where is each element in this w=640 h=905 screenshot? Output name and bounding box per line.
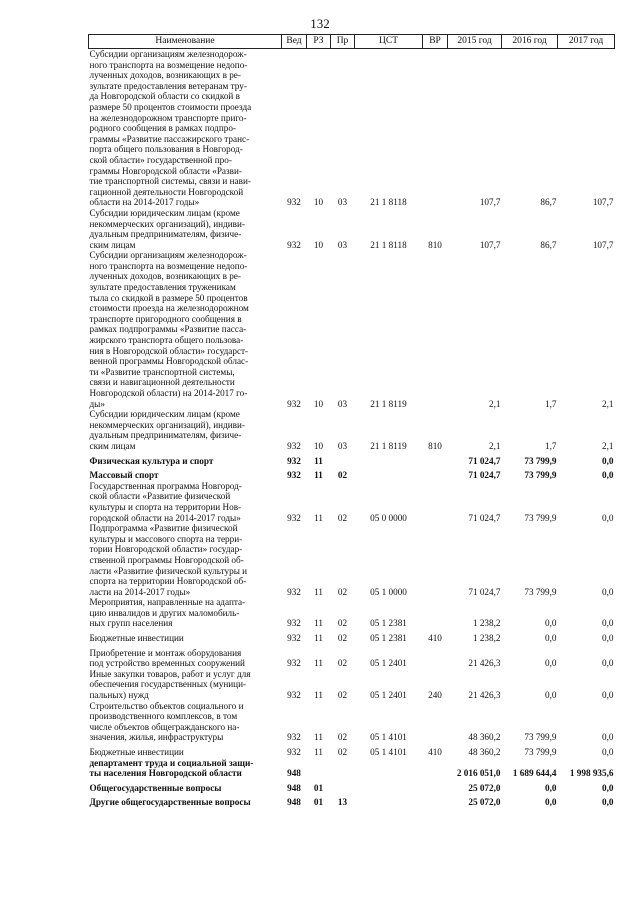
row-2015: 25 072,0 [468,797,501,808]
row-name: Субсидии юридическим лицам (кроме некоммерческих организаций), индиви- дуальным предпринимателям, физиче- ским лицам [89,207,245,250]
row-vr: 810 [428,440,442,451]
row-name: Мероприятия, направленные на адапта- цию инвалидов и других маломобиль- ных групп населения [89,597,246,629]
row-rz: 10 [313,440,324,451]
row-2015: 48 360,2 [468,732,501,743]
header-ved: Вед [282,35,307,49]
row-pr: 03 [337,239,348,250]
row-ved: 932 [287,455,301,466]
row-cst: 21 1 8118 [370,197,407,208]
row-2016: 1,7 [545,440,557,451]
row-pr: 03 [337,398,348,409]
row-name: Субсидии юридическим лицам (кроме некоммерческих организаций), индиви- дуальным предпринимателям, физиче- ским лицам [89,409,245,451]
row-rz: 11 [314,658,323,669]
row-ved: 932 [287,512,301,523]
row-2015: 21 426,3 [468,658,501,669]
table-row [89,49,615,208]
row-name: Физическая культура и спорт [89,455,214,466]
row-vr: 410 [428,747,442,757]
row-name: департамент труда и социальной защи- ты населения Новгородской области [89,757,254,779]
row-name: Другие общегосударственные вопросы [89,797,251,808]
table-row [89,644,615,669]
row-pr: 02 [337,470,348,481]
row-2017: 0,0 [602,633,614,644]
row-cst [355,758,423,779]
table-row [89,701,615,743]
row-pr: 02 [337,618,348,629]
row-rz: 01 [313,797,324,808]
row-2015: 1 238,2 [472,633,501,644]
row-ved: 932 [287,440,301,451]
row-pr: 02 [337,732,348,743]
row-2016: 1 689 644,4 [512,768,557,779]
row-2015: 107,7 [479,197,501,208]
table-row [89,250,615,409]
row-vr: 810 [428,239,442,250]
table-header-row [89,35,615,49]
row-2016: 86,7 [540,197,557,208]
table-row [89,597,615,629]
table-row [89,758,615,779]
row-name: Бюджетные инвестиции [89,633,184,644]
row-cst: 05 1 2381 [370,633,407,644]
row-vr [423,523,448,597]
row-2016: 1,7 [545,398,557,409]
row-rz: 11 [314,690,323,701]
row-cst: 05 1 2381 [370,618,407,629]
row-vr [423,644,448,669]
row-2017: 2,1 [602,398,614,409]
row-2016: 73 799,9 [524,470,557,481]
row-2015: 107,7 [479,239,501,250]
row-cst: 05 1 0000 [370,586,407,597]
row-cst: 05 1 4101 [370,732,407,743]
row-pr: 02 [337,690,348,701]
row-rz: 11 [314,455,323,466]
row-ved: 932 [287,732,301,743]
row-vr: 410 [428,633,442,644]
row-vr [423,49,448,208]
table-row [89,523,615,597]
row-cst: 21 1 8118 [370,239,407,250]
row-vr [423,701,448,743]
row-2015: 2,1 [489,440,501,451]
row-cst [355,779,423,794]
row-pr: 03 [337,197,348,208]
row-cst: 21 1 8119 [370,398,407,409]
row-name: Массовый спорт [89,470,159,481]
row-cst: 05 1 2401 [370,690,407,701]
row-2016: 86,7 [540,239,557,250]
header-name: Наименование [89,35,282,49]
budget-table [88,34,615,808]
row-ved: 932 [287,658,301,669]
row-2017: 107,7 [592,239,614,250]
row-pr [331,452,355,467]
row-vr [423,758,448,779]
row-vr [423,452,448,467]
row-2017: 0,0 [602,747,614,757]
row-ved: 932 [287,747,301,757]
row-vr [423,597,448,629]
row-2017: 0,0 [602,782,614,793]
table-row [89,743,615,758]
row-2017: 0,0 [602,797,614,808]
row-2017: 0,0 [602,690,614,701]
row-pr: 03 [337,440,348,451]
row-pr: 02 [337,658,348,669]
row-name: Государственная программа Новгород- ской области «Развитие физической культуры и спорта на территории Нов- городской области на 2014-2017 годы» [89,480,242,523]
row-2017: 0,0 [602,586,614,597]
row-ved: 932 [287,239,301,250]
row-vr: 240 [428,690,442,701]
row-cst: 05 1 2401 [370,658,407,669]
row-ved: 932 [287,618,301,629]
row-vr [423,779,448,794]
row-pr: 02 [337,512,348,523]
row-vr [423,481,448,523]
row-2015: 1 238,2 [472,618,501,629]
table-row [89,629,615,644]
row-name: Общегосударственные вопросы [89,782,222,793]
row-ved: 932 [287,470,301,481]
row-pr: 13 [337,797,348,808]
row-2016: 0,0 [545,658,557,669]
table-row [89,409,615,451]
row-2016: 0,0 [545,782,557,793]
row-name: Приобретение и монтаж оборудования под устройство временных сооружений [89,647,245,669]
table-row [89,793,615,808]
row-2015: 2 016 051,0 [456,768,501,779]
row-pr: 02 [337,586,348,597]
header-cst: ЦСТ [355,35,423,49]
row-rz: 10 [313,398,324,409]
row-2017: 0,0 [602,512,614,523]
row-2016: 0,0 [545,690,557,701]
row-name: Субсидии организациям железнодорож- ного транспорта на возмещение недопо- лученных доходов, возникающих в ре- зультате предоставления труженикам тыла со скидкой в размере 50 процентов стоимости проезда на железнодорожном транспорте пригородного сообщения в рамках подпрограммы «Развитие пасса- жирского транспорта общего пользова- ния в Новгородской области» государст- венной программы Новгородской облас- ти «Развитие транспортной системы, связи и навигационной деятельности Новгородской области) на 2014-2017 го- ды» [89,250,249,409]
row-2017: 0,0 [602,618,614,629]
row-2016: 0,0 [545,633,557,644]
row-vr [423,793,448,808]
header-2017: 2017 год [558,35,615,49]
row-rz: 01 [313,782,324,793]
page-number: 132 [310,16,330,31]
table-row [89,669,615,701]
row-ved: 932 [287,690,301,701]
row-vr [423,466,448,481]
table-row [89,466,615,481]
row-ved: 932 [287,586,301,597]
row-rz: 11 [314,732,323,743]
row-2015: 48 360,2 [468,747,501,757]
row-name: Бюджетные инвестиции [89,747,184,757]
row-2015: 71 024,7 [468,586,501,597]
row-name: Строительство объектов социального и производственного комплексов, в том числе объектов общегражданского на- значения, жилья, инфраструктуры [89,700,244,743]
row-ved: 948 [287,768,301,779]
row-2016: 0,0 [545,797,557,808]
row-name: Подпрограмма «Развитие физической культуры и массового спорта на терри- тории Новгородской области» государ- ственной программы Новгородской об- ласти «Развитие физической культуры и спорта на территории Новгородской об- ласти на 2014-2017 годы» [89,523,248,597]
row-2017: 0,0 [602,658,614,669]
row-2017: 0,0 [602,732,614,743]
table-row [89,481,615,523]
row-ved: 948 [287,797,301,808]
row-ved: 948 [287,782,301,793]
header-rz: РЗ [307,35,331,49]
row-pr [331,758,355,779]
row-2017: 1 998 935,6 [569,768,614,779]
row-cst: 21 1 8119 [370,440,407,451]
row-ved: 932 [287,398,301,409]
row-2017: 107,7 [592,197,614,208]
row-2015: 21 426,3 [468,690,501,701]
row-2015: 71 024,7 [468,512,501,523]
row-pr: 02 [337,747,348,757]
row-2017: 2,1 [602,440,614,451]
row-2015: 25 072,0 [468,782,501,793]
row-ved: 932 [287,197,301,208]
row-2016: 73 799,9 [524,512,557,523]
row-rz: 11 [314,618,323,629]
header-vr: ВР [423,35,448,49]
row-pr [331,779,355,794]
row-rz: 10 [313,239,324,250]
row-cst [355,452,423,467]
row-2016: 73 799,9 [524,732,557,743]
table-row [89,452,615,467]
row-2017: 0,0 [602,470,614,481]
row-2015: 71 024,7 [468,455,501,466]
row-rz [307,758,331,779]
row-name: Иные закупки товаров, работ и услуг для обеспечения государственных (муници- пальных) нужд [89,668,251,701]
header-2015: 2015 год [448,35,502,49]
row-cst: 05 0 0000 [370,512,407,523]
row-cst [355,793,423,808]
row-ved: 932 [287,633,301,644]
header-2016: 2016 год [502,35,558,49]
row-2015: 71 024,7 [468,470,501,481]
row-rz: 11 [314,633,323,644]
row-rz: 11 [314,512,323,523]
table-row [89,208,615,250]
table-row [89,779,615,794]
row-name: Субсидии организациям железнодорож- ного транспорта на возмещение недопо- лученных доходов, возникающих в ре- зультате предоставления ветеранам тру- да Новгородской области со скидкой в размере 50 процентов стоимости проезда на железнодорожном транспорте приго- родного сообщения в рамках подпро- граммы «Развитие пассажирского транс- порта общего пользования в Новгород- ской области» государственной про- граммы Новгородской области «Разви- тие транспортной системы, связи и нави- гационной деятельности Новгородской области на 2014-2017 годы» [89,49,252,208]
row-vr [423,250,448,409]
row-2016: 0,0 [545,618,557,629]
row-2016: 73 799,9 [524,455,557,466]
row-rz: 11 [314,747,323,757]
row-2015: 2,1 [489,398,501,409]
row-pr: 02 [337,633,348,644]
row-cst [355,466,423,481]
row-2017: 0,0 [602,455,614,466]
row-rz: 11 [314,586,323,597]
row-2016: 73 799,9 [524,747,557,757]
header-pr: Пр [331,35,355,49]
row-rz: 11 [314,470,323,481]
row-cst: 05 1 4101 [370,747,407,757]
row-rz: 10 [313,197,324,208]
row-2016: 73 799,9 [524,586,557,597]
